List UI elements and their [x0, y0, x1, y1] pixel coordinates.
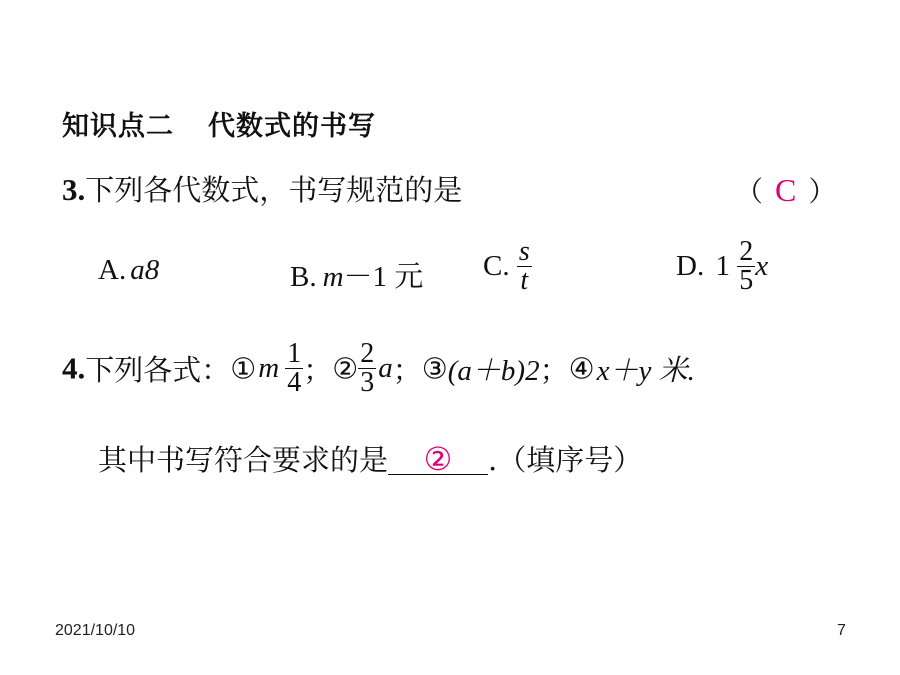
answer-blank: [388, 440, 488, 475]
item-expression: (a＋b)2: [447, 355, 540, 387]
separator: ；: [392, 353, 422, 387]
fraction: [358, 340, 376, 397]
question-3-stem: [62, 168, 462, 209]
item-variable: a: [378, 352, 393, 384]
option-label: A.: [98, 254, 127, 286]
page-number: 7: [837, 622, 846, 639]
option-variable: m: [322, 261, 344, 293]
option-c: [483, 238, 532, 295]
fraction-denominator: t: [517, 266, 532, 295]
item-marker: ①: [230, 351, 257, 386]
option-label: C.: [483, 250, 510, 282]
section-label: 知识点二: [62, 111, 174, 142]
question-4-line2: [98, 438, 642, 479]
fraction-numerator: 2: [739, 236, 754, 267]
question-number: 3.: [62, 172, 86, 207]
option-label: B.: [290, 261, 317, 293]
fraction: [517, 238, 532, 295]
option-a: [98, 254, 159, 287]
question-number: 4.: [62, 350, 86, 386]
item-marker: ④: [568, 351, 595, 386]
question-text: 下列各代数式，书写规范的是: [85, 173, 463, 207]
question-text: 其中书写符合要求的是: [98, 443, 389, 477]
fraction: [285, 340, 303, 397]
item-variable: m: [258, 352, 280, 384]
option-expression: a8: [130, 254, 160, 286]
option-expression: －1 元: [343, 261, 424, 293]
fraction-denominator: 4: [287, 367, 302, 398]
question-text: 下列各式：: [85, 353, 231, 387]
separator: ；: [303, 353, 333, 387]
fraction-denominator: 3: [360, 367, 375, 398]
paren-close: ）: [808, 175, 837, 208]
section-heading: [62, 104, 376, 143]
item-marker: ③: [421, 351, 448, 386]
paren-open: （: [735, 175, 764, 208]
fraction-numerator: 2: [360, 338, 375, 369]
fraction-numerator: 1: [287, 338, 302, 369]
question-4-stem: [62, 340, 695, 397]
item-marker: ②: [332, 351, 359, 386]
section-title: 代数式的书写: [208, 111, 376, 142]
option-d: [676, 238, 768, 295]
option-label: D.: [676, 250, 705, 282]
fraction-numerator: s: [518, 236, 530, 267]
answer-choice: ②: [423, 441, 453, 477]
separator: ；: [539, 353, 569, 387]
answer-choice: C: [775, 172, 797, 208]
instruction-text: .（填序号）: [488, 443, 643, 477]
item-expression: x＋y 米.: [596, 355, 695, 387]
answer-bracket: [735, 170, 836, 210]
footer-date: 2021/10/10: [55, 622, 136, 639]
fraction-denominator: 5: [739, 265, 754, 296]
mixed-whole: 1: [715, 250, 730, 282]
option-variable: x: [755, 250, 769, 282]
option-b: [290, 254, 423, 295]
fraction: [737, 238, 755, 295]
